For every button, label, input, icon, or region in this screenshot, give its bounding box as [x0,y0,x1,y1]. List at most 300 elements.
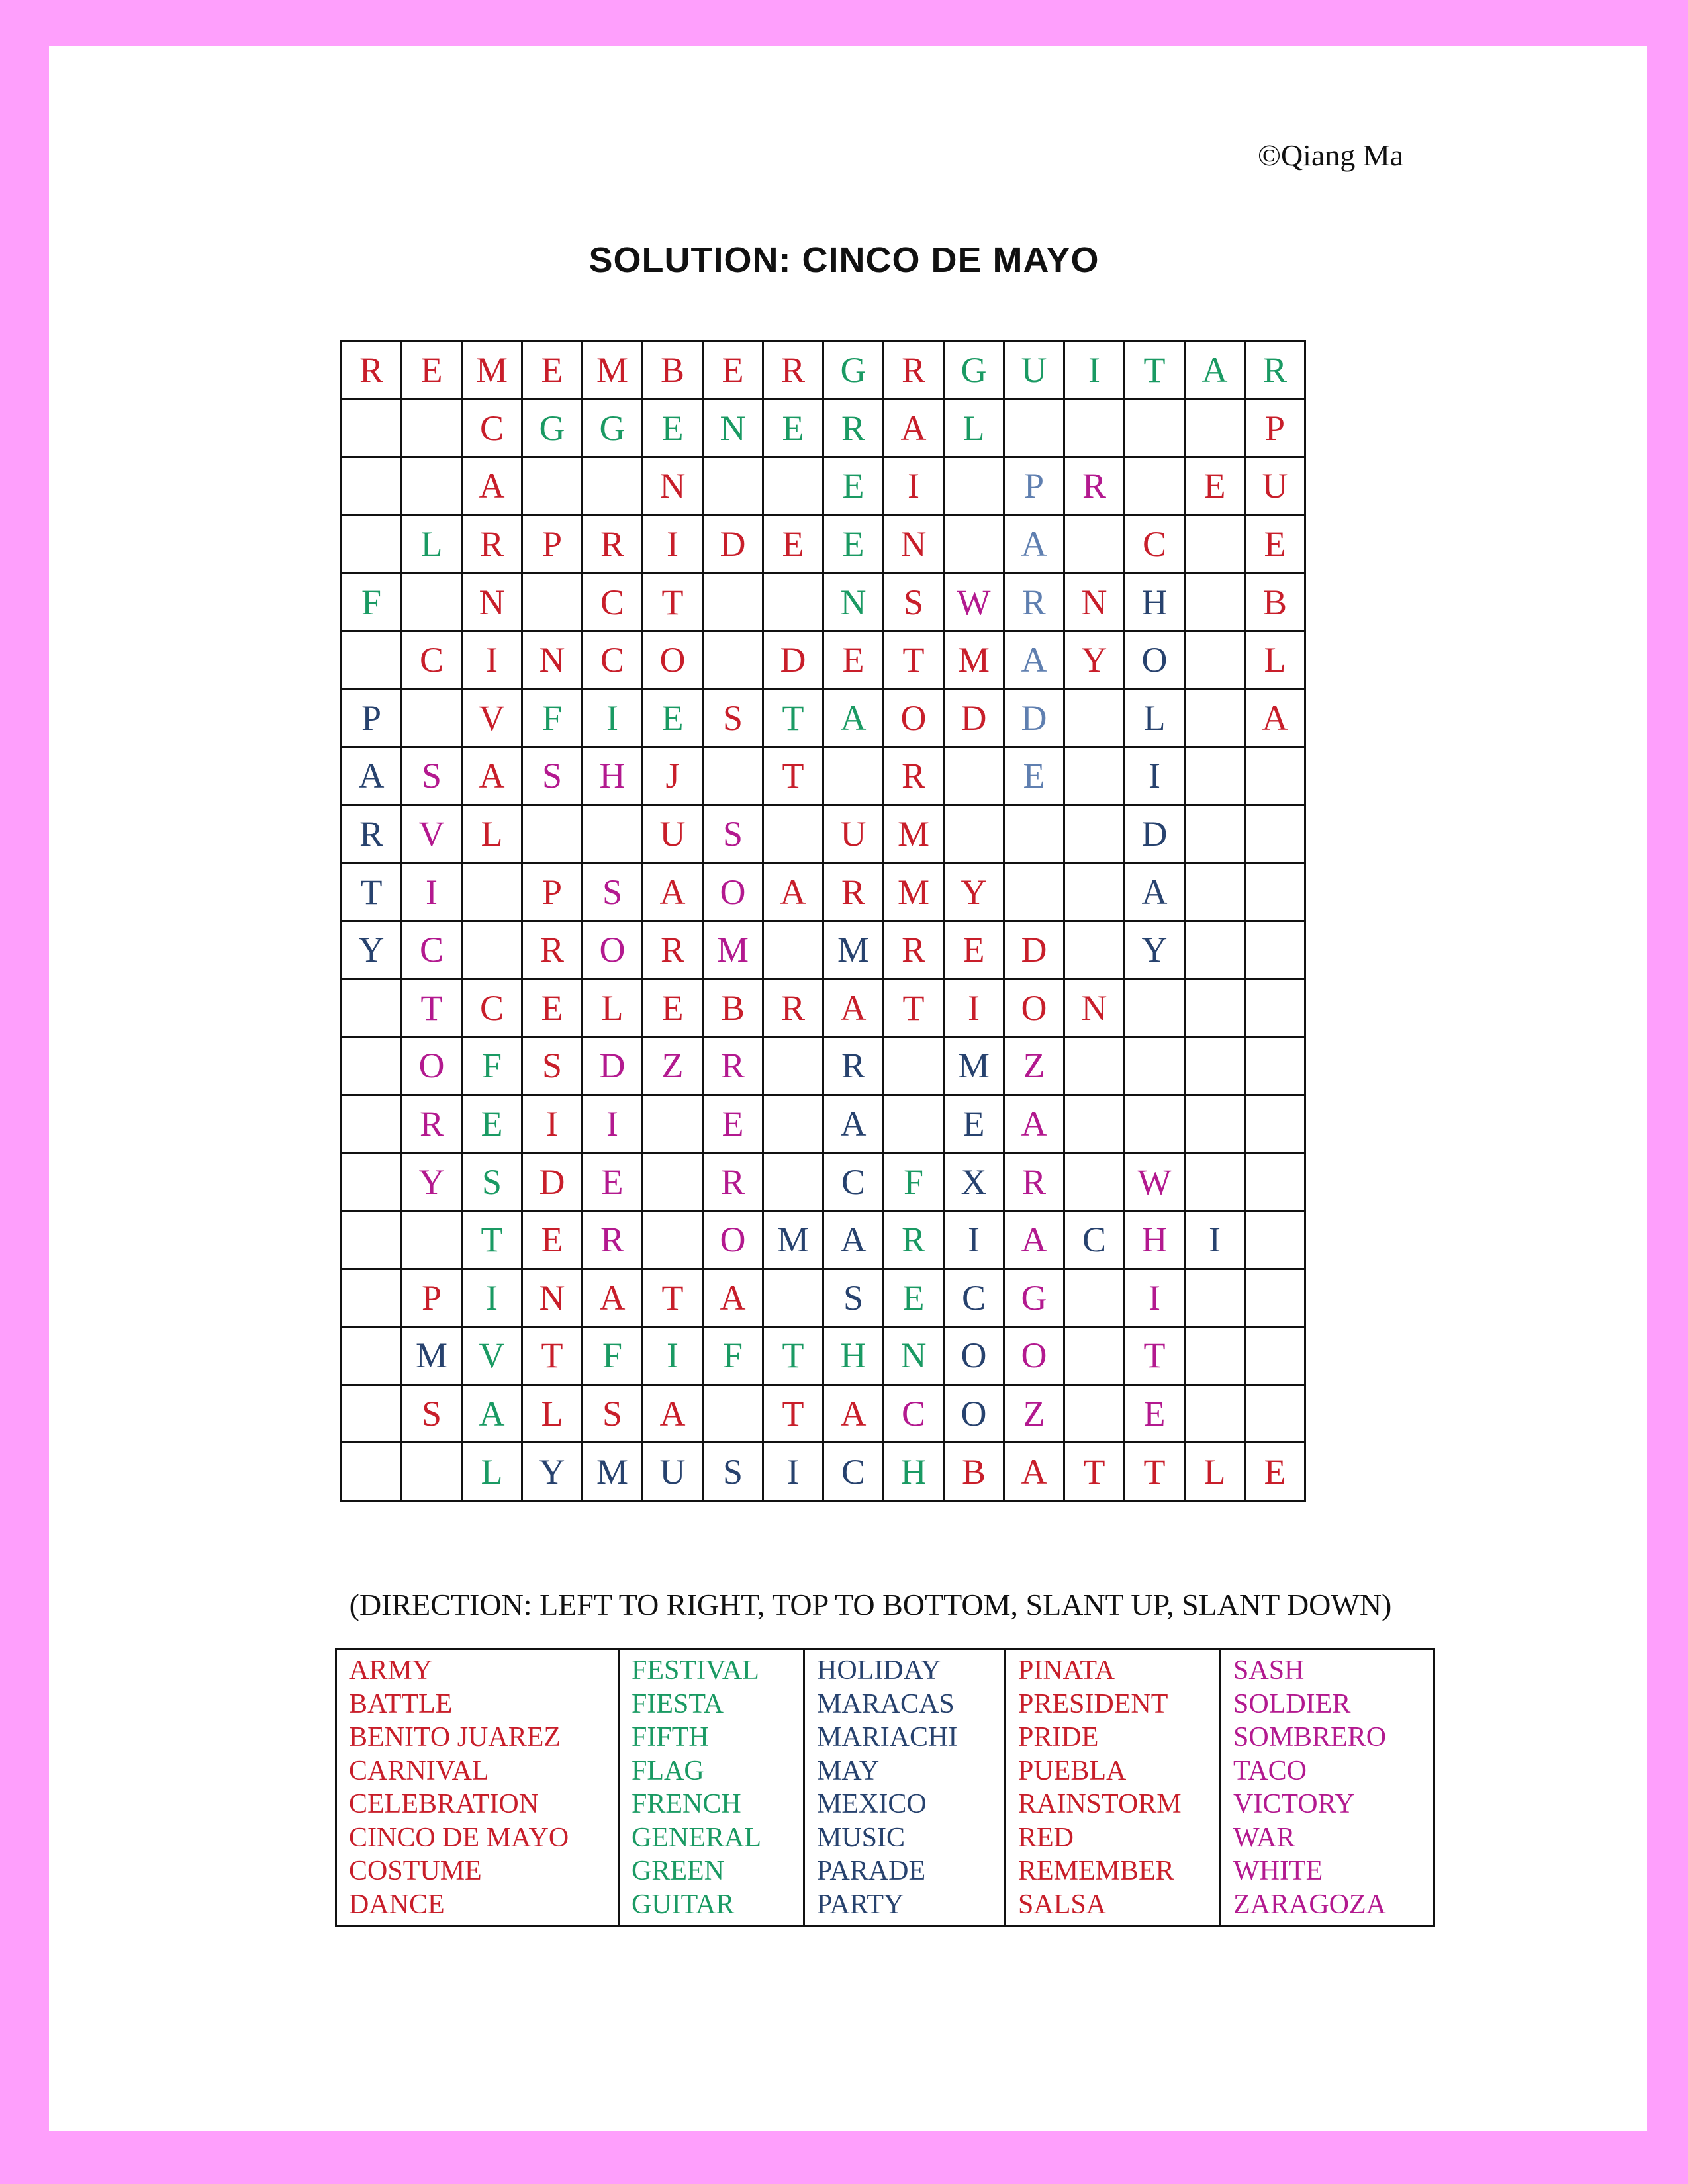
grid-cell: E [1185,457,1245,516]
grid-cell: R [462,515,522,573]
grid-cell: A [703,1269,763,1327]
grid-cell: L [402,515,462,573]
grid-cell: M [703,921,763,979]
grid-cell: E [402,341,462,400]
grid-cell [944,805,1004,863]
grid-cell [1185,805,1245,863]
grid-cell [342,1210,402,1269]
grid-cell: N [522,1269,583,1327]
grid-cell: A [1185,341,1245,400]
grid-cell: R [884,341,944,400]
grid-row [342,341,1305,400]
grid-cell [1064,689,1125,747]
grid-cell [1245,1269,1305,1327]
grid-cell: R [1004,573,1064,631]
grid-cell [1245,805,1305,863]
word-list-item: SASH [1233,1655,1305,1686]
grid-cell: M [402,1327,462,1385]
grid-cell: A [1245,689,1305,747]
grid-cell [1185,1327,1245,1385]
grid-cell [643,1210,703,1269]
grid-cell [342,1095,402,1153]
grid-cell: G [944,341,1004,400]
word-list-item: FLAG [632,1755,704,1786]
grid-cell [643,1095,703,1153]
grid-cell: T [763,1385,823,1443]
grid-cell: E [763,399,823,457]
grid-cell: T [1125,1327,1185,1385]
grid-cell: U [1245,457,1305,516]
word-list-item: FESTIVAL [632,1655,759,1686]
word-list-item: SOMBRERO [1233,1722,1387,1752]
grid-cell: G [1004,1269,1064,1327]
grid-cell: U [1004,341,1064,400]
grid-cell: I [1185,1210,1245,1269]
word-list-item: GUITAR [632,1889,735,1920]
grid-cell: R [884,747,944,805]
grid-cell: E [1004,747,1064,805]
grid-cell [1125,1095,1185,1153]
grid-row [342,1327,1305,1385]
grid-cell: I [583,1095,643,1153]
grid-cell: A [1004,1095,1064,1153]
grid-cell [1125,457,1185,516]
grid-row [342,979,1305,1037]
grid-row [342,805,1305,863]
grid-cell: U [823,805,884,863]
grid-cell [703,573,763,631]
grid-cell: S [462,1153,522,1211]
word-list-item: FIFTH [632,1722,709,1752]
grid-cell: L [1185,1443,1245,1501]
grid-cell [1004,399,1064,457]
grid-cell: R [342,805,402,863]
grid-cell: R [823,863,884,921]
grid-cell: C [402,921,462,979]
grid-row [342,631,1305,689]
grid-cell: T [884,979,944,1037]
grid-cell: O [583,921,643,979]
grid-cell [1064,1385,1125,1443]
grid-cell: H [1125,573,1185,631]
grid-cell: C [944,1269,1004,1327]
grid-cell: A [342,747,402,805]
grid-cell: S [583,863,643,921]
grid-cell: G [522,399,583,457]
grid-cell [342,1037,402,1095]
grid-cell: Z [1004,1385,1064,1443]
grid-cell: H [884,1443,944,1501]
grid-cell: L [522,1385,583,1443]
grid-cell [643,1153,703,1211]
grid-cell [342,515,402,573]
grid-cell: R [522,921,583,979]
grid-cell: A [823,979,884,1037]
word-list-item: PRESIDENT [1018,1688,1168,1719]
grid-cell: P [342,689,402,747]
grid-cell: M [462,341,522,400]
grid-cell: N [884,1327,944,1385]
grid-cell: X [944,1153,1004,1211]
grid-cell [1245,747,1305,805]
copyright: ©Qiang Ma [1258,138,1404,172]
grid-cell: I [944,1210,1004,1269]
grid-cell: P [402,1269,462,1327]
grid-cell [823,747,884,805]
grid-cell [342,1327,402,1385]
grid-cell: R [583,515,643,573]
grid-cell: Y [342,921,402,979]
grid-cell: P [1245,399,1305,457]
grid-cell: N [643,457,703,516]
grid-cell: R [703,1037,763,1095]
grid-cell: F [703,1327,763,1385]
grid-cell: T [643,573,703,631]
grid-cell: L [583,979,643,1037]
grid-row [342,1037,1305,1095]
grid-cell: H [1125,1210,1185,1269]
grid-row [342,457,1305,516]
grid-cell: A [884,399,944,457]
word-list-item: VICTORY [1233,1789,1355,1819]
grid-cell: D [944,689,1004,747]
grid-cell: I [462,1269,522,1327]
grid-cell: E [823,631,884,689]
grid-cell [1064,515,1125,573]
grid-cell: T [522,1327,583,1385]
page-title: SOLUTION: CINCO DE MAYO [588,240,1100,280]
grid-cell: I [643,1327,703,1385]
grid-cell: E [703,341,763,400]
grid-cell: D [703,515,763,573]
grid-cell: J [643,747,703,805]
grid-cell: E [703,1095,763,1153]
grid-cell: I [884,457,944,516]
grid-cell: D [522,1153,583,1211]
word-list-item: BATTLE [349,1688,453,1719]
grid-cell: U [643,805,703,863]
grid-cell: C [583,573,643,631]
grid-cell [1125,979,1185,1037]
grid-cell: E [823,457,884,516]
grid-cell: V [462,1327,522,1385]
grid-cell [1064,805,1125,863]
grid-cell: S [823,1269,884,1327]
grid-row [342,573,1305,631]
grid-cell: R [1245,341,1305,400]
grid-cell: E [823,515,884,573]
grid-cell: D [583,1037,643,1095]
grid-cell: C [462,399,522,457]
word-column [1221,1649,1434,1927]
grid-cell: T [884,631,944,689]
word-list-item: DANCE [349,1889,445,1920]
grid-cell [1064,1037,1125,1095]
grid-cell [1064,1269,1125,1327]
grid-cell: R [763,341,823,400]
grid-cell: T [402,979,462,1037]
grid-cell: M [884,863,944,921]
grid-cell: I [583,689,643,747]
grid-cell: O [1004,979,1064,1037]
word-search-grid [340,340,1306,1502]
grid-row [342,747,1305,805]
grid-cell: A [763,863,823,921]
grid-cell [522,805,583,863]
word-list-item: CARNIVAL [349,1755,489,1786]
grid-cell: F [884,1153,944,1211]
grid-cell: R [342,341,402,400]
grid-cell [763,573,823,631]
grid-cell: E [763,515,823,573]
grid-cell: R [884,921,944,979]
grid-row [342,399,1305,457]
grid-cell: D [1004,689,1064,747]
grid-cell: I [643,515,703,573]
grid-cell [944,457,1004,516]
word-list-item: COSTUME [349,1856,482,1886]
grid-cell: I [1125,747,1185,805]
grid-cell: L [462,1443,522,1501]
grid-cell [342,1269,402,1327]
grid-cell [1185,573,1245,631]
grid-cell [1185,1153,1245,1211]
grid-cell: M [823,921,884,979]
grid-cell: T [1125,341,1185,400]
grid-cell: C [1064,1210,1125,1269]
word-column [336,1649,619,1927]
grid-cell [1245,863,1305,921]
word-list-item: FIESTA [632,1688,724,1719]
word-list-item: MARACAS [817,1688,955,1719]
grid-cell [703,631,763,689]
grid-cell: T [342,863,402,921]
grid-cell [884,1037,944,1095]
grid-cell: A [1004,1210,1064,1269]
word-list-item: TACO [1233,1755,1307,1786]
grid-cell [1245,1037,1305,1095]
grid-cell [1064,399,1125,457]
grid-cell: O [884,689,944,747]
grid-cell: P [522,863,583,921]
grid-cell: A [823,1210,884,1269]
grid-cell: C [583,631,643,689]
grid-cell: E [1125,1385,1185,1443]
grid-cell: O [1004,1327,1064,1385]
grid-cell [1185,399,1245,457]
grid-cell: M [583,1443,643,1501]
grid-row [342,1443,1305,1501]
grid-cell: E [1245,515,1305,573]
grid-cell [763,805,823,863]
grid-cell: S [402,747,462,805]
grid-cell [1064,863,1125,921]
grid-cell [1064,1327,1125,1385]
grid-cell [1245,1153,1305,1211]
word-list-item: RED [1018,1822,1074,1853]
grid-cell: S [402,1385,462,1443]
grid-cell [462,921,522,979]
grid-cell [342,457,402,516]
grid-cell [1125,1037,1185,1095]
grid-cell: I [462,631,522,689]
grid-cell: R [583,1210,643,1269]
grid-cell [1185,1385,1245,1443]
grid-cell [342,399,402,457]
grid-cell: O [703,1210,763,1269]
grid-cell [1064,921,1125,979]
word-list-item: PARADE [817,1856,926,1886]
grid-cell: L [462,805,522,863]
grid-cell: S [703,689,763,747]
word-column [619,1649,804,1927]
word-list-item: PUEBLA [1018,1755,1127,1786]
grid-cell: A [1004,515,1064,573]
grid-cell: D [1004,921,1064,979]
grid-cell: C [1125,515,1185,573]
grid-cell [1125,399,1185,457]
grid-cell: S [703,805,763,863]
grid-cell: A [823,1385,884,1443]
word-list-item: CELEBRATION [349,1789,539,1819]
grid-cell: A [1004,1443,1064,1501]
grid-cell [402,689,462,747]
grid-cell [583,457,643,516]
grid-cell: U [643,1443,703,1501]
grid-cell [402,1210,462,1269]
grid-row [342,515,1305,573]
grid-cell [763,921,823,979]
grid-cell: A [1125,863,1185,921]
grid-cell: G [583,399,643,457]
grid-cell [944,515,1004,573]
word-list-item: MUSIC [817,1822,906,1853]
grid-cell: O [1125,631,1185,689]
grid-cell: O [944,1385,1004,1443]
grid-cell: D [763,631,823,689]
grid-cell: W [1125,1153,1185,1211]
direction-note: (DIRECTION: LEFT TO RIGHT, TOP TO BOTTOM, SLANT UP, SLANT DOWN) [349,1588,1392,1621]
word-list-item: SALSA [1018,1889,1107,1920]
grid-row [342,1210,1305,1269]
grid-cell [1185,515,1245,573]
grid-cell: S [703,1443,763,1501]
grid-cell: B [703,979,763,1037]
grid-cell [944,747,1004,805]
grid-cell [1185,689,1245,747]
grid-cell [1185,1269,1245,1327]
grid-cell [522,457,583,516]
grid-cell: A [462,1385,522,1443]
word-column [804,1649,1006,1927]
grid-cell: E [944,1095,1004,1153]
word-list-item: FRENCH [632,1789,741,1819]
grid-cell [342,1153,402,1211]
grid-cell [1245,1327,1305,1385]
grid-cell: O [703,863,763,921]
grid-cell: V [402,805,462,863]
grid-cell: N [522,631,583,689]
grid-cell: I [944,979,1004,1037]
word-list-item: BENITO JUAREZ [349,1722,561,1752]
word-list-item: ZARAGOZA [1233,1889,1386,1920]
grid-cell: Z [643,1037,703,1095]
word-list-item: PARTY [817,1889,904,1920]
grid-cell: I [402,863,462,921]
grid-cell: M [763,1210,823,1269]
grid-cell: S [522,747,583,805]
grid-cell [1185,979,1245,1037]
grid-cell [1004,805,1064,863]
grid-cell: E [522,979,583,1037]
word-list-item: MARIACHI [817,1722,958,1752]
grid-cell: L [1125,689,1185,747]
grid-cell: S [522,1037,583,1095]
grid-cell [1185,747,1245,805]
grid-cell [1185,863,1245,921]
grid-cell: T [763,1327,823,1385]
grid-cell: E [462,1095,522,1153]
grid-cell: I [1125,1269,1185,1327]
grid-cell: T [643,1269,703,1327]
grid-cell [763,457,823,516]
grid-cell [703,1385,763,1443]
grid-cell [763,1037,823,1095]
grid-cell: O [944,1327,1004,1385]
word-list-item: GENERAL [632,1822,761,1853]
grid-cell [1064,1153,1125,1211]
grid-cell: E [884,1269,944,1327]
grid-row [342,1269,1305,1327]
grid-cell [1245,1385,1305,1443]
word-list-item: SOLDIER [1233,1688,1351,1719]
grid-row [342,689,1305,747]
grid-cell: C [402,631,462,689]
grid-cell: I [522,1095,583,1153]
word-list-item: REMEMBER [1018,1856,1174,1886]
grid-cell: A [643,1385,703,1443]
grid-cell [342,1443,402,1501]
grid-cell: C [823,1153,884,1211]
grid-cell: A [643,863,703,921]
grid-cell [1185,1037,1245,1095]
grid-cell: R [884,1210,944,1269]
grid-cell [1064,1095,1125,1153]
word-list-item: GREEN [632,1856,724,1886]
grid-cell: D [1125,805,1185,863]
grid-cell: R [763,979,823,1037]
grid-cell: N [1064,573,1125,631]
grid-cell: B [643,341,703,400]
grid-cell: A [462,747,522,805]
grid-cell [402,573,462,631]
word-list-item: MEXICO [817,1789,927,1819]
word-list-item: PINATA [1018,1655,1115,1686]
grid-cell: T [462,1210,522,1269]
grid-cell [1185,631,1245,689]
grid-row [342,1095,1305,1153]
grid-cell: F [583,1327,643,1385]
grid-cell: N [823,573,884,631]
grid-cell [1245,1210,1305,1269]
grid-cell: Y [522,1443,583,1501]
grid-cell: T [1064,1443,1125,1501]
grid-row [342,921,1305,979]
grid-cell: N [703,399,763,457]
grid-cell: I [1064,341,1125,400]
word-list-item: MAY [817,1755,880,1786]
grid-cell: E [643,399,703,457]
